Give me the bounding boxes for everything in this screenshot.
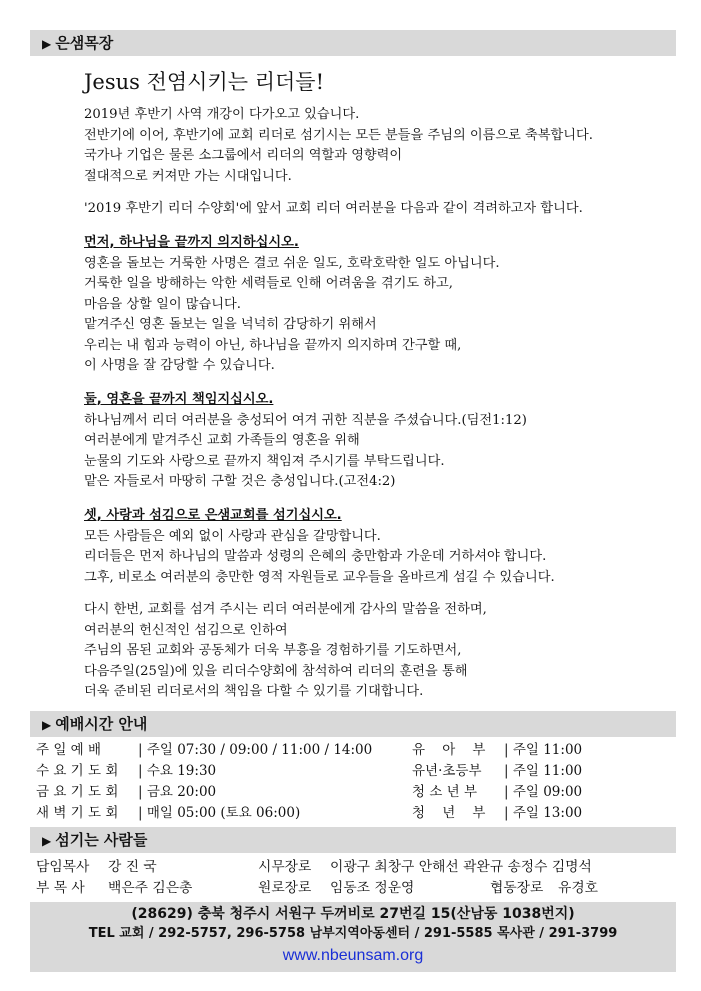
point3-heading: 셋, 사랑과 섬김으로 은샘교회를 섬기십시오.: [84, 507, 342, 523]
staff-role: 부 목 사: [36, 880, 85, 896]
staff-role: 시무장로: [258, 859, 312, 875]
closing-paragraph: [84, 600, 654, 703]
service-name: 주 일 예 배: [36, 742, 102, 758]
staff-names: 이광구 최창구 안해선 곽완규 송정수 김명석: [330, 859, 592, 875]
service-name: 청 소 년 부: [412, 784, 478, 800]
service-name: 유 아 부: [412, 742, 486, 758]
service-row: [412, 740, 582, 761]
staff-names: 유경호: [558, 880, 598, 896]
text-line: 더욱 준비된 리더로서의 책임을 다할 수 있기를 기대합니다.: [84, 684, 424, 699]
service-time: | 수요 19:30: [138, 763, 217, 779]
service-name: 수 요 기 도 회: [36, 763, 119, 779]
service-row: [412, 761, 582, 782]
triangle-right-icon: ▶: [42, 718, 52, 732]
service-name: 청 년 부: [412, 805, 486, 821]
article-body: [84, 105, 654, 715]
church-address: (28629) 충북 청주시 서원구 두꺼비로 27번길 15(산남동 1038번지): [131, 906, 575, 922]
text-line: 2019년 후반기 사역 개강이 다가오고 있습니다.: [84, 107, 360, 122]
staff-role: 협동장로: [490, 880, 544, 896]
section-header-staff: [30, 827, 676, 853]
service-time: | 주일 07:30 / 09:00 / 11:00 / 14:00: [138, 742, 373, 758]
text-line: 절대적으로 커져만 가는 시대입니다.: [84, 168, 292, 184]
section-title: 은샘목장: [55, 34, 114, 52]
text-line: 다음주일(25일)에 있을 리더수양회에 참석하여 리더의 훈련을 통해: [84, 663, 468, 679]
text-line: 다시 한번, 교회를 섬겨 주시는 리더 여러분에게 감사의 말씀을 전하며,: [84, 602, 487, 617]
point2-paragraph: [84, 389, 654, 493]
section-header-services: [30, 711, 676, 737]
text-line: 여러분의 헌신적인 섬김으로 인하여: [84, 622, 288, 638]
text-line: 맡겨주신 영혼 돌보는 일을 넉넉히 감당하기 위해서: [84, 317, 377, 332]
point2-heading: 둘, 영혼을 끝까지 책임지십시오.: [84, 391, 274, 407]
triangle-right-icon: ▶: [42, 37, 52, 51]
text-line: '2019 후반기 리더 수양회'에 앞서 교회 리더 여러분을 다음과 같이 격려하고자 합니다.: [84, 201, 583, 216]
service-row: [412, 803, 582, 824]
text-line: 그후, 비로소 여러분의 충만한 영적 자원들로 교우들을 올바르게 섬길 수 있습니다.: [84, 569, 555, 585]
section-title: 섬기는 사람들: [55, 831, 148, 849]
text-line: 하나님께서 리더 여러분을 충성되어 여겨 귀한 직분을 주셨습니다.(딤전1:12): [84, 412, 527, 428]
triangle-right-icon: ▶: [42, 834, 52, 848]
article-title: Jesus 전염시키는 리더들!: [84, 70, 325, 94]
text-line: 국가나 기업은 물론 소그룹에서 리더의 역할과 영향력이: [84, 148, 403, 163]
service-time: | 주일 13:00: [504, 805, 583, 821]
service-time: | 주일 11:00: [504, 742, 583, 758]
staff-names: 강 진 국: [108, 859, 157, 875]
text-line: 거룩한 일을 방해하는 악한 세력들로 인해 어려움을 겪기도 하고,: [84, 276, 453, 291]
text-line: 맡은 자들로서 마땅히 구할 것은 충성입니다.(고전4:2): [84, 474, 396, 489]
service-name: 금 요 기 도 회: [36, 784, 119, 800]
point3-paragraph: [84, 505, 654, 589]
website-link[interactable]: www.nbeunsam.org: [282, 947, 424, 964]
text-line: 영혼을 돌보는 거룩한 사명은 결코 쉬운 일도, 호락호락한 일도 아닙니다.: [84, 255, 500, 271]
text-line: 우리는 내 힘과 능력이 아닌, 하나님을 끝까지 의지하며 간구할 때,: [84, 337, 462, 353]
service-time: | 매일 05:00 (토요 06:00): [138, 805, 301, 821]
section-title: 예배시간 안내: [55, 715, 148, 733]
text-line: 이 사명을 잘 감당할 수 있습니다.: [84, 358, 275, 373]
service-row: [36, 803, 300, 824]
text-line: 마음을 상할 일이 많습니다.: [84, 296, 241, 312]
intro2-paragraph: [84, 199, 654, 220]
service-row: [36, 782, 216, 803]
service-name: 유년·초등부: [412, 763, 482, 779]
text-line: 모든 사람들은 예외 없이 사랑과 관심을 갈망합니다.: [84, 528, 381, 544]
staff-role: 원로장로: [258, 880, 312, 896]
staff-names: 임동조 정운영: [330, 880, 415, 896]
church-phones: TEL 교회 / 292-5757, 296-5758 남부지역아동센터 / 291-5585 목사관 / 291-3799: [88, 926, 618, 941]
text-line: 전반기에 이어, 후반기에 교회 리더로 섬기시는 모든 분들을 주님의 이름으로 축복합니다.: [84, 127, 593, 143]
text-line: 여러분에게 맡겨주신 교회 가족들의 영혼을 위해: [84, 433, 360, 448]
staff-names: 백은주 김은총: [108, 880, 193, 896]
footer-contact: [30, 902, 676, 972]
service-row: [412, 782, 582, 803]
service-time: | 주일 11:00: [504, 763, 583, 779]
text-line: 눈물의 기도와 사랑으로 끝까지 책임져 주시기를 부탁드립니다.: [84, 453, 445, 469]
intro-paragraph: [84, 105, 654, 187]
text-line: 주님의 몸된 교회와 공동체가 더욱 부흥을 경험하기를 기도하면서,: [84, 643, 462, 658]
service-name: 새 벽 기 도 회: [36, 805, 119, 821]
staff-role: 담임목사: [36, 859, 90, 875]
service-time: | 금요 20:00: [138, 784, 217, 800]
point1-heading: 먼저, 하나님을 끝까지 의지하십시오.: [84, 234, 299, 250]
text-line: 리더들은 먼저 하나님의 말씀과 성령의 은혜의 충만함과 가운데 거하셔야 합니다.: [84, 549, 547, 564]
service-row: [36, 740, 372, 761]
service-row: [36, 761, 216, 782]
service-time: | 주일 09:00: [504, 784, 583, 800]
point1-paragraph: [84, 232, 654, 377]
section-header-eunsaem: [30, 30, 676, 56]
